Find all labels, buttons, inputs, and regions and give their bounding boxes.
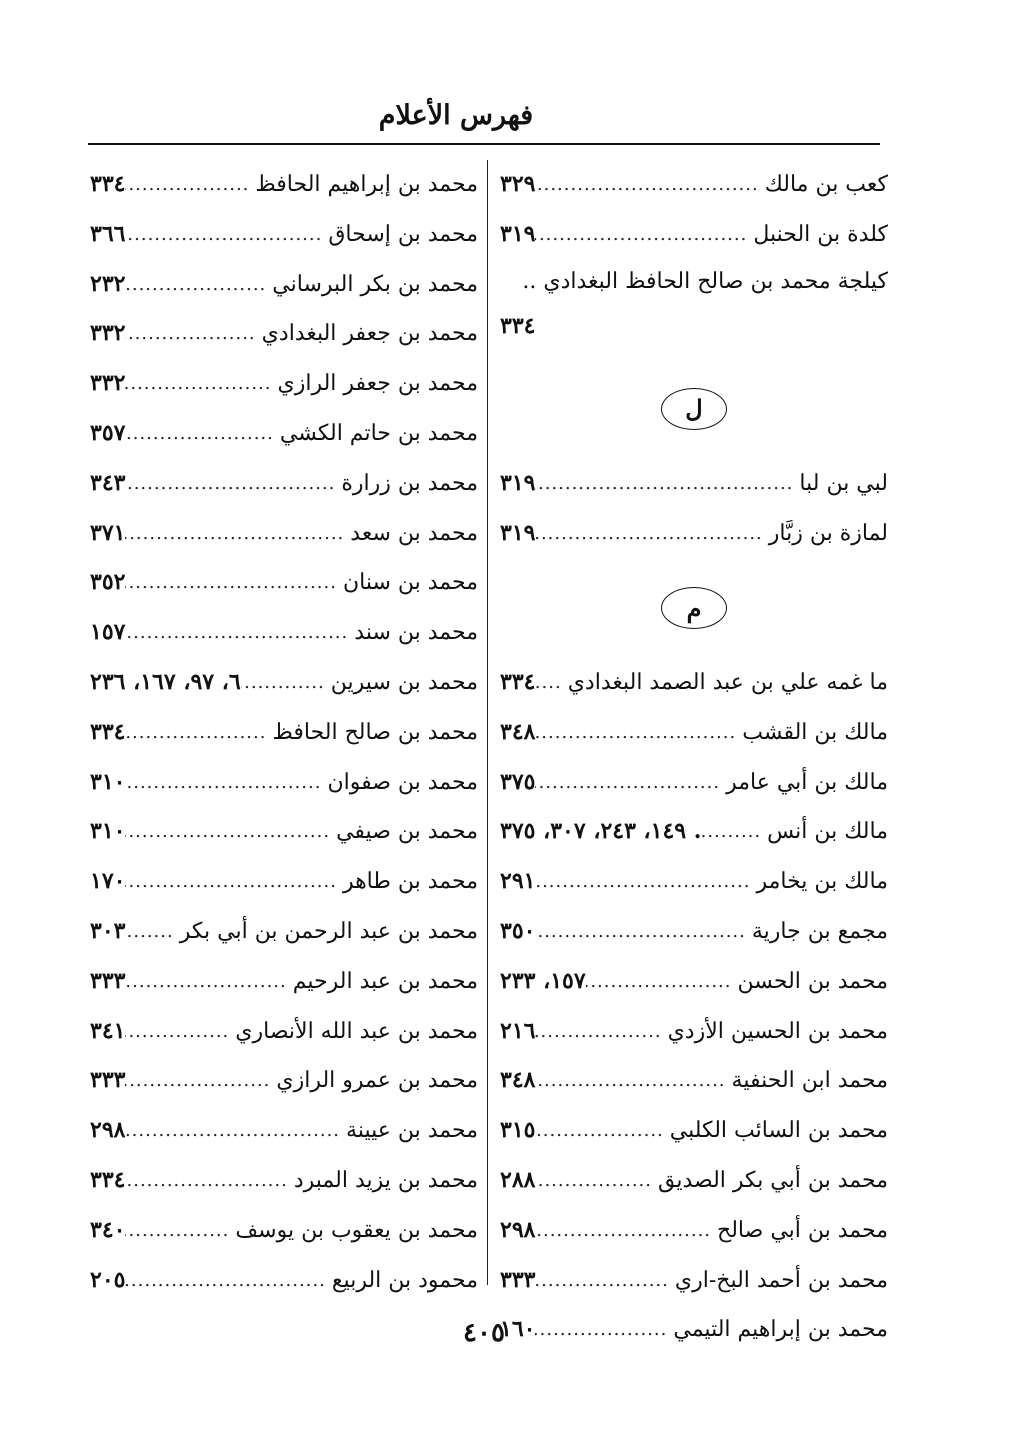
index-entry-wrapped xyxy=(500,260,888,360)
entry-pages: ٢٩١ xyxy=(500,868,536,895)
entry-pages: ١٥٧، ٢٣٣ xyxy=(500,967,586,994)
entry-name: محمد بن زرارة xyxy=(341,470,478,496)
index-entry xyxy=(90,608,478,658)
entry-name: محمد بن حاتم الكشي xyxy=(279,420,478,446)
entry-name: كلدة بن الحنبل xyxy=(753,221,888,247)
index-entry xyxy=(90,1206,478,1256)
entry-pages: ٢٠٥ xyxy=(90,1266,126,1293)
entry-name: محمد بن الحسين الأزدي xyxy=(667,1018,888,1044)
leader-dots xyxy=(125,1106,346,1156)
entry-pages: ١٥٧ xyxy=(90,619,126,646)
entry-name: محمد بن عبد الرحيم xyxy=(292,968,478,994)
index-entry xyxy=(90,907,478,957)
entry-name: محمد بن السائب الكلبي xyxy=(669,1118,888,1144)
entry-name: محمد بن بكر البرساني xyxy=(272,271,478,297)
index-entry xyxy=(90,1256,478,1306)
entry-pages: ٢٣٢ xyxy=(90,270,126,297)
entry-pages: ٣٧١ xyxy=(90,519,126,546)
index-entry xyxy=(500,160,888,210)
entry-pages: ٣١٩ xyxy=(500,469,536,496)
entry-name: محمد بن سعد xyxy=(350,520,478,546)
entry-name: محمد بن يعقوب بن يوسف xyxy=(235,1217,478,1243)
entry-name: مالك بن أبي عامر xyxy=(726,769,888,795)
section-header-mim xyxy=(500,558,888,658)
leader-dots xyxy=(125,1256,331,1306)
index-entry xyxy=(90,359,478,409)
leader-dots xyxy=(125,807,336,857)
section-letter: م xyxy=(661,587,727,629)
index-column-right xyxy=(500,160,888,1355)
leader-dots xyxy=(125,160,255,210)
entry-name: محمد بن إبراهيم التيمي xyxy=(673,1317,888,1343)
entry-pages: ٣٠٣ xyxy=(90,917,126,944)
leader-dots xyxy=(535,758,726,808)
leader-dots xyxy=(125,708,272,758)
entry-pages: ٣٣٤ xyxy=(90,171,126,197)
entry-pages: ٦، ٩٧، ١٦٧، ٢٣٦ xyxy=(90,668,241,695)
entry-pages: . ١٤٩، ٢٤٣، ٣٠٧، ٣٧٥ xyxy=(500,818,702,845)
entry-name: لمازة بن زبَّار xyxy=(768,520,888,546)
entry-name: محمد بن عمرو الرازي xyxy=(276,1068,478,1094)
index-entry xyxy=(90,957,478,1007)
entry-pages: ٣١٠ xyxy=(90,818,126,845)
index-entry xyxy=(90,1007,478,1057)
index-entry xyxy=(500,1256,888,1306)
index-entry xyxy=(90,807,478,857)
title-rule xyxy=(88,143,880,145)
entry-pages: ٢٩٨ xyxy=(90,1117,126,1144)
leader-dots xyxy=(125,1007,235,1057)
entry-pages: ٣٥٠ xyxy=(500,917,536,944)
leader-dots xyxy=(125,359,277,409)
entry-pages: ٢١٦ xyxy=(500,1017,536,1044)
section-header-lam xyxy=(500,359,888,459)
index-entry xyxy=(90,210,478,260)
entry-name: ما غمه علي بن عبد الصمد البغدادي xyxy=(567,669,888,695)
entry-pages: ٣٣٤ xyxy=(90,718,126,745)
section-letter: ل xyxy=(661,388,727,430)
entry-pages: ٣٥٧ xyxy=(90,419,126,446)
entry-name: محمد بن سنان xyxy=(342,570,478,596)
entry-name: محمد بن عبد الله الأنصاري xyxy=(235,1018,478,1044)
leader-dots xyxy=(125,1206,235,1256)
entry-name: محمد ابن الحنفية xyxy=(731,1068,888,1094)
index-entry xyxy=(90,758,478,808)
entry-name: محمود بن الربيع xyxy=(331,1267,478,1293)
entry-pages: ٣٤٨ xyxy=(500,718,536,745)
entry-pages: ٣٥٢ xyxy=(90,569,126,596)
index-entry xyxy=(90,1106,478,1156)
leader-dots xyxy=(125,409,279,459)
leader-dots xyxy=(535,459,799,509)
entry-pages: ٣٢٩ xyxy=(500,171,536,197)
leader-dots xyxy=(535,1256,674,1306)
entry-pages: ٣٣٤ xyxy=(500,668,536,695)
index-column-left xyxy=(90,160,478,1305)
index-entry xyxy=(500,1106,888,1156)
leader-dots xyxy=(125,309,261,359)
entry-pages: ١٦٠ xyxy=(500,1316,536,1343)
entry-pages: ٣١٩ xyxy=(500,519,536,546)
page-number: ٤٠٥ xyxy=(463,1318,505,1348)
leader-dots xyxy=(701,807,767,857)
leader-dots xyxy=(535,708,742,758)
entry-name: محمد بن صفوان xyxy=(327,769,478,795)
index-entry xyxy=(500,957,888,1007)
entry-name: كيلجة محمد بن صالح الحافظ البغدادي .. xyxy=(522,268,888,294)
entry-pages: ٣٣٢ xyxy=(90,370,126,397)
index-entry xyxy=(90,857,478,907)
entry-name: محمد بن صالح الحافظ xyxy=(272,719,478,745)
entry-name: محمد بن إسحاق xyxy=(328,221,478,247)
leader-dots xyxy=(125,857,342,907)
leader-dots xyxy=(586,957,738,1007)
leader-dots xyxy=(535,509,768,559)
leader-dots xyxy=(125,758,327,808)
leader-dots xyxy=(535,907,751,957)
section-mim-entries xyxy=(500,658,888,1355)
index-entry xyxy=(500,807,888,857)
entry-name: محمد بن أبي بكر الصديق xyxy=(658,1167,888,1193)
index-entry xyxy=(500,857,888,907)
entry-name: لبي بن لبا xyxy=(799,470,888,496)
entry-name: محمد بن أبي صالح xyxy=(717,1217,888,1243)
entry-pages: ٣١٥ xyxy=(500,1117,536,1144)
entry-name: مالك بن أنس xyxy=(767,819,888,845)
entry-name: محمد بن صيفي xyxy=(336,819,478,845)
leader-dots xyxy=(125,907,179,957)
leader-dots xyxy=(535,160,764,210)
entry-name: محمد بن جعفر الرازي xyxy=(277,371,478,397)
leader-dots xyxy=(535,658,567,708)
index-entry xyxy=(500,509,888,559)
entry-name: محمد بن جعفر البغدادي xyxy=(261,321,478,347)
entry-pages: ٣٦٦ xyxy=(90,220,126,247)
index-entry xyxy=(90,459,478,509)
entry-pages: ٣١٩ xyxy=(500,220,536,247)
entry-name: محمد بن سيرين xyxy=(330,669,478,695)
index-entry xyxy=(90,309,478,359)
index-entry xyxy=(90,658,478,708)
entry-name: محمد بن عبد الرحمن بن أبي بكر xyxy=(179,918,478,944)
index-entry xyxy=(500,708,888,758)
index-entry xyxy=(500,459,888,509)
entry-pages: ٣٤٣ xyxy=(90,469,126,496)
leader-dots xyxy=(125,558,343,608)
leader-dots xyxy=(535,1206,717,1256)
entry-name: كعب بن مالك xyxy=(764,172,888,197)
entry-pages: ٣٣٣ xyxy=(500,1266,536,1293)
entry-name: مالك بن القشب xyxy=(742,719,888,745)
leader-dots xyxy=(125,459,341,509)
index-entry xyxy=(500,1056,888,1106)
entry-pages: ٣٣٤ xyxy=(90,1166,126,1193)
leader-dots xyxy=(535,1056,731,1106)
index-entry xyxy=(500,1007,888,1057)
entry-pages: ٣٤٠ xyxy=(90,1216,126,1243)
leader-dots xyxy=(535,1156,658,1206)
entry-pages: ٣٧٥ xyxy=(500,768,536,795)
index-entry xyxy=(90,1056,478,1106)
entry-pages: ١٧٠ xyxy=(90,868,126,895)
entry-name: محمد بن سند xyxy=(354,620,478,646)
leader-dots xyxy=(535,1106,669,1156)
entry-name: مالك بن يخامر xyxy=(756,869,888,895)
leader-dots xyxy=(125,210,328,260)
entry-pages: ٣٣٣ xyxy=(90,1067,126,1094)
index-entry xyxy=(500,210,888,260)
leader-dots xyxy=(125,1156,293,1206)
leader-dots xyxy=(125,1056,276,1106)
index-entry xyxy=(500,1206,888,1256)
entry-pages: ٣٣٣ xyxy=(90,967,126,994)
entry-name: محمد بن يزيد المبرد xyxy=(293,1167,478,1193)
index-entry xyxy=(90,160,478,210)
index-entry xyxy=(90,509,478,559)
entry-pages: ٣٣٤ xyxy=(500,312,536,339)
leader-dots xyxy=(535,1007,667,1057)
index-entry xyxy=(90,558,478,608)
entry-name: محمد بن الحسن xyxy=(737,968,888,994)
leader-dots xyxy=(125,957,292,1007)
column-divider xyxy=(487,160,488,1285)
index-entry xyxy=(90,708,478,758)
index-entry xyxy=(90,260,478,310)
leader-dots xyxy=(125,608,354,658)
entry-pages: ٣١٠ xyxy=(90,768,126,795)
entry-name: محمد بن طاهر xyxy=(342,869,478,895)
leader-dots xyxy=(125,260,272,310)
index-entry xyxy=(90,409,478,459)
page-title: فهرس الأعلام xyxy=(378,100,534,131)
index-entry xyxy=(90,1156,478,1206)
index-entry xyxy=(500,1156,888,1206)
leader-dots xyxy=(535,857,756,907)
index-entry xyxy=(500,907,888,957)
leader-dots xyxy=(535,210,753,260)
entry-pages: ٣٣٢ xyxy=(90,320,126,347)
entry-name: محمد بن إبراهيم الحافظ xyxy=(255,172,478,197)
entry-pages: ٢٩٨ xyxy=(500,1216,536,1243)
index-entry xyxy=(500,758,888,808)
entry-pages: ٣٤١ xyxy=(90,1017,126,1044)
entry-name: محمد بن عيينة xyxy=(346,1118,478,1144)
leader-dots xyxy=(125,509,350,559)
entry-pages: ٣٤٨ xyxy=(500,1067,536,1094)
entry-pages: ٢٨٨ xyxy=(500,1166,536,1193)
entry-name: محمد بن أحمد البخ-اري xyxy=(674,1267,888,1293)
leader-dots xyxy=(241,658,331,708)
index-entry xyxy=(500,658,888,708)
entry-name: مجمع بن جارية xyxy=(751,918,888,944)
